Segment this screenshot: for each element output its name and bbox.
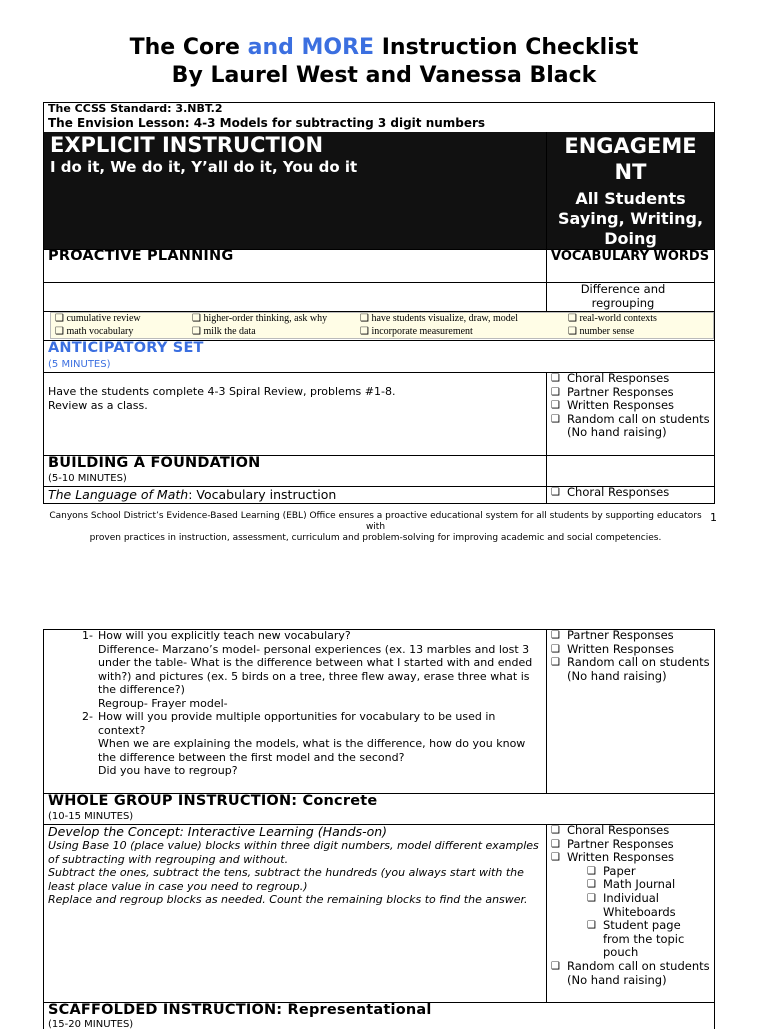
checkbox-icon: ❑	[587, 892, 596, 904]
check-written[interactable]: ❑ Written Responses	[551, 641, 675, 656]
proactive-planning-title: PROACTIVE PLANNING	[48, 248, 234, 264]
anticipatory-set-title: ANTICIPATORY SET	[48, 340, 204, 356]
check-choral[interactable]: ❑ Choral Responses	[551, 371, 670, 385]
anticipatory-body: Have the students complete 4-3 Spiral Review, problems #1-8. Review as a class.	[48, 385, 396, 412]
language-of-math: The Language of Math: Vocabulary instruction	[48, 487, 337, 502]
checkbox-icon: ❑	[551, 487, 560, 498]
check-paper[interactable]: ❑ Paper	[587, 863, 636, 878]
page-number: 1	[710, 511, 717, 524]
vocab-questions: 1- How will you explicitly teach new vocabulary? Difference- Marzano’s model- personal experiences (ex. 13 marbles and lost 3 under the table- What is the difference between what I started with and ended with?) and pictures (ex. 5 birds on a tree, three flew away, erase three what is the difference?) Regroup- Frayer model- 2- How will you provide multiple opportunities for vocabulary to be used in context? When we are explaining the models, what is the difference, how do you know the difference between the first model and the second? Did you have to regroup?	[82, 629, 533, 777]
checkbox-icon: ❑	[551, 960, 560, 972]
planning-options-grid	[55, 313, 705, 338]
check-random-call[interactable]: ❑ Random call on students (No hand raising)	[551, 958, 710, 987]
explicit-instruction-header	[44, 132, 546, 249]
check-student-page[interactable]: ❑ Student page from the topic pouch	[587, 918, 685, 960]
lesson-line: The Envision Lesson: 4-3 Models for subtracting 3 digit numbers	[48, 116, 486, 130]
checkbox-icon: ❑	[551, 838, 560, 850]
check-partner[interactable]: ❑ Partner Responses	[551, 836, 674, 851]
whole-group-time: (10-15 MINUTES)	[48, 811, 134, 822]
checkbox-icon: ❑	[551, 413, 560, 425]
option-cumulative-review[interactable]: ❑ cumulative review	[55, 313, 141, 324]
check-written[interactable]: ❑ Written Responses	[551, 850, 675, 865]
engagement-title-1: ENGAGEME	[564, 134, 697, 158]
option-math-vocabulary[interactable]: ❑ math vocabulary	[55, 325, 134, 337]
explicit-subtitle: I do it, We do it, Y’all do it, You do it	[50, 158, 358, 176]
checkbox-icon: ❑	[551, 643, 560, 655]
engagement-title-2: NT	[614, 160, 647, 184]
whole-group-checklist	[551, 824, 711, 987]
explicit-title: EXPLICIT INSTRUCTION	[50, 133, 324, 157]
check-random-call[interactable]: ❑ Random call on students (No hand raising)	[551, 411, 710, 440]
vocabulary-words-title: VOCABULARY WORDS	[551, 249, 710, 264]
check-partner[interactable]: ❑ Partner Responses	[551, 628, 674, 642]
whole-group-body: Develop the Concept: Interactive Learning (Hands-on) Using Base 10 (place value) blocks within three digit numbers, model different examples of subtracting with regrouping and without. Subtract the ones, subtract the tens, subtract the hundreds (you always start with the least place value in case you need to regroup.) Replace and regroup blocks as needed. Count the remaining blocks to find the answer.	[48, 824, 542, 907]
checkbox-icon: ❑	[587, 879, 596, 891]
checkbox-icon: ❑	[551, 825, 560, 836]
whole-group-title: WHOLE GROUP INSTRUCTION: Concrete	[48, 793, 378, 809]
building-foundation-title: BUILDING A FOUNDATION	[48, 455, 261, 471]
check-random-call[interactable]: ❑ Random call on students (No hand raising)	[551, 655, 710, 683]
check-written[interactable]: ❑ Written Responses	[551, 398, 675, 413]
checkbox-icon: ❑	[551, 386, 560, 398]
checkbox-icon: ❑	[587, 920, 596, 932]
check-math-journal[interactable]: ❑ Math Journal	[587, 877, 676, 892]
option-milk-data[interactable]: ❑ milk the data	[192, 325, 256, 337]
option-real-world[interactable]: ❑ real-world contexts	[568, 313, 657, 324]
checkbox-icon: ❑	[551, 373, 560, 384]
checkbox-icon: ❑	[551, 657, 560, 669]
checkbox-icon: ❑	[551, 630, 560, 641]
check-choral[interactable]: ❑ Choral Responses	[551, 823, 670, 837]
foundation-checklist	[551, 486, 711, 500]
foundation-time: (5-10 MINUTES)	[48, 473, 127, 484]
option-visualize[interactable]: ❑ have students visualize, draw, model	[360, 313, 519, 324]
document-title: The Core and MORE Instruction Checklist	[129, 35, 639, 60]
document-authors: By Laurel West and Vanessa Black	[171, 63, 597, 88]
checkbox-icon: ❑	[551, 852, 560, 864]
checkbox-icon: ❑	[551, 400, 560, 412]
standard-line: The CCSS Standard: 3.NBT.2	[48, 102, 223, 115]
vocab-checklist	[551, 629, 711, 683]
anticipatory-checklist	[551, 372, 711, 440]
check-choral[interactable]: ❑ Choral Responses	[551, 485, 670, 499]
scaffolded-title: SCAFFOLDED INSTRUCTION: Representational	[48, 1002, 432, 1018]
anticipatory-time: (5 MINUTES)	[48, 359, 111, 370]
checkbox-icon: ❑	[587, 865, 596, 877]
check-partner[interactable]: ❑ Partner Responses	[551, 384, 674, 399]
page-footer: Canyons School District’s Evidence-Based Learning (EBL) Office ensures a proactive educational system for all students by supporting educators with proven practices in instruction, assessment, curriculum and problem-solving for improving academic and social competencies.	[49, 511, 702, 543]
option-higher-order[interactable]: ❑ higher-order thinking, ask why	[192, 313, 328, 324]
engagement-subtitle: All Students Saying, Writing, Doing	[557, 189, 704, 248]
engagement-header	[547, 132, 714, 249]
develop-concept: Develop the Concept: Interactive Learning (Hands-on)	[48, 824, 388, 839]
vocabulary-words-list: Difference and regrouping	[580, 282, 666, 310]
check-whiteboards[interactable]: ❑ Individual Whiteboards	[587, 890, 676, 919]
option-number-sense[interactable]: ❑ number sense	[568, 325, 635, 337]
option-measurement[interactable]: ❑ incorporate measurement	[360, 325, 473, 337]
scaffolded-time: (15-20 MINUTES)	[48, 1019, 134, 1030]
